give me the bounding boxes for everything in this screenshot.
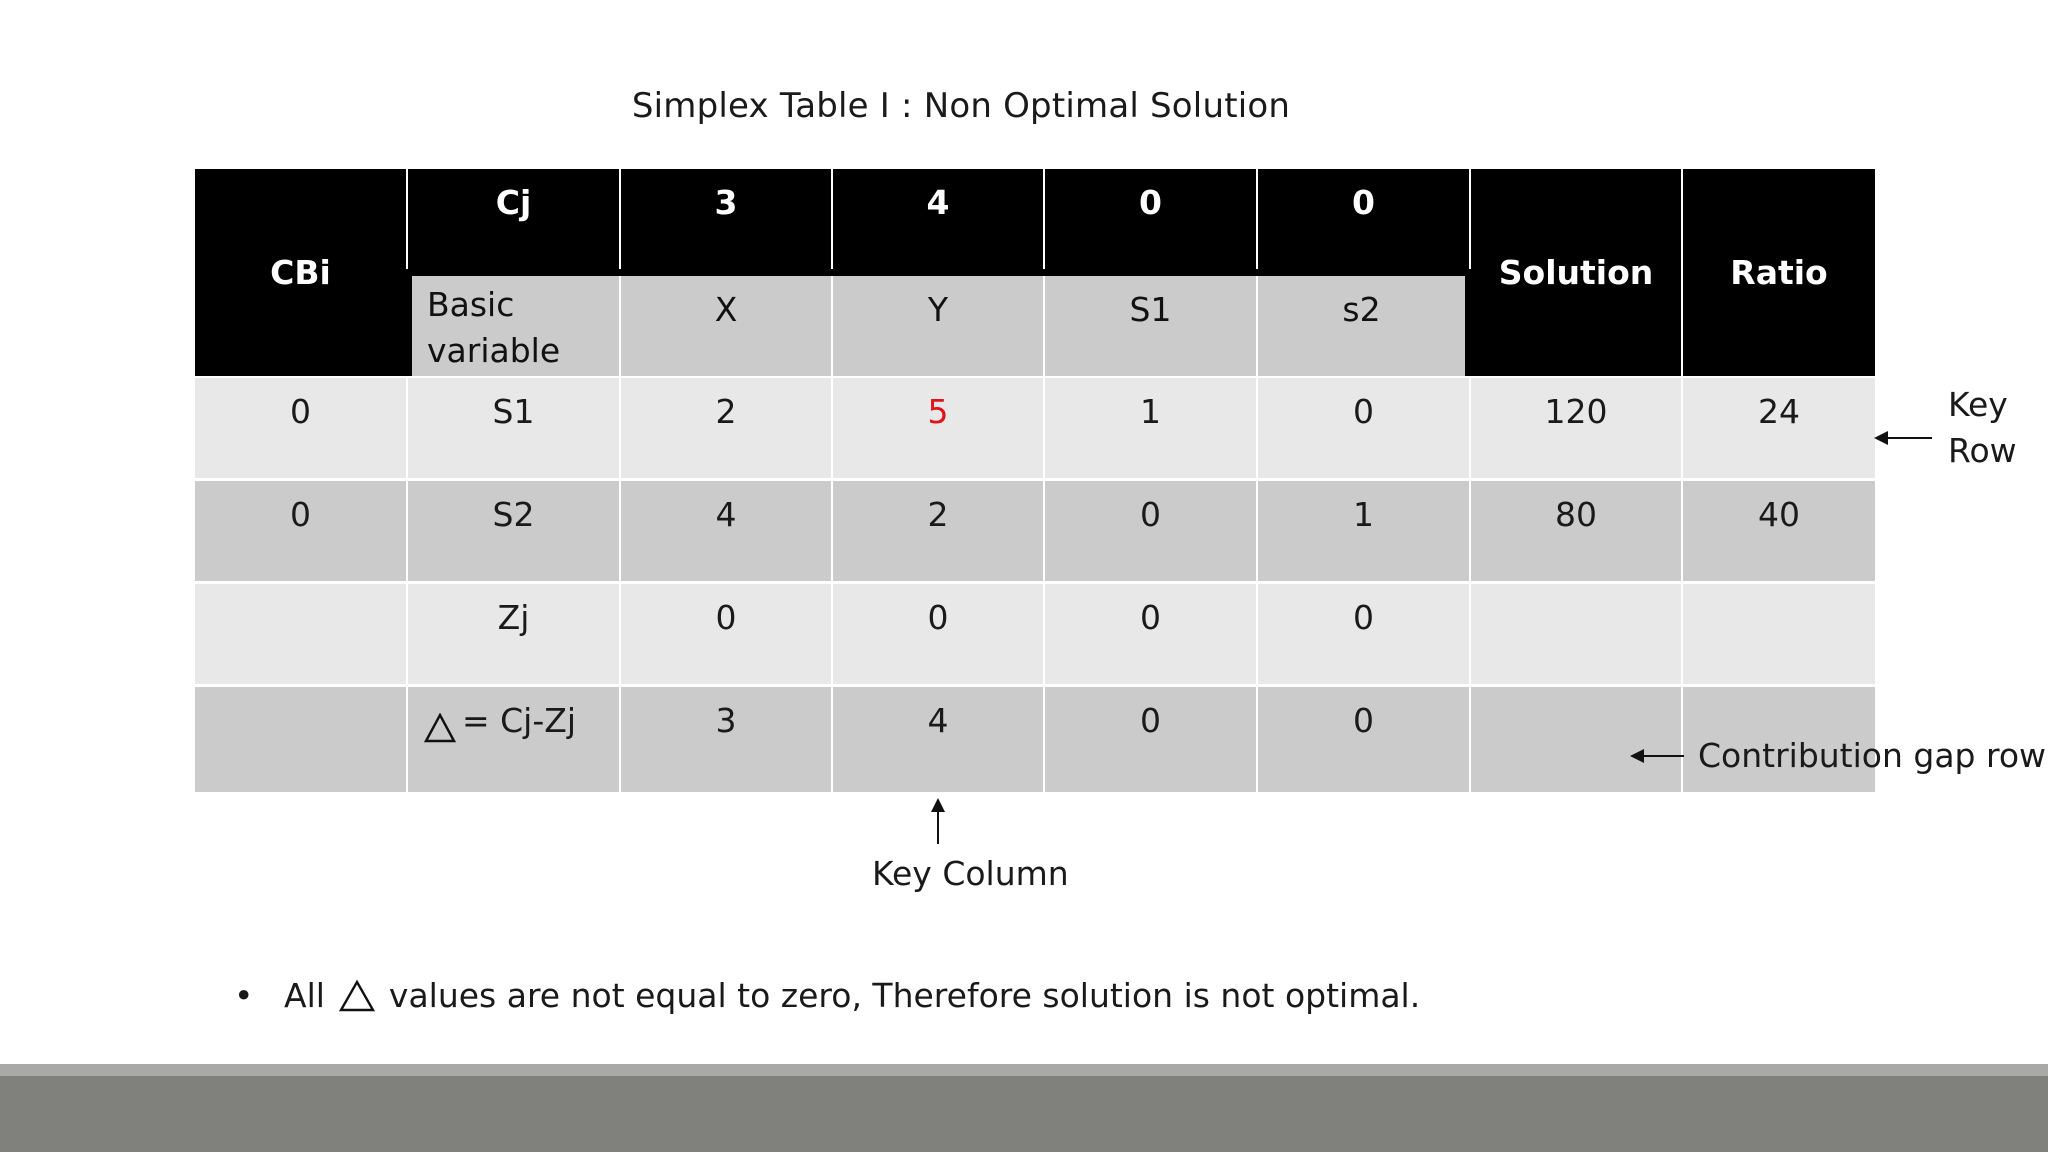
- bullet-prefix: All: [284, 976, 325, 1015]
- row4-x: 3: [621, 687, 831, 792]
- row4-s1: 0: [1045, 687, 1256, 792]
- row4-s2: 0: [1258, 687, 1469, 792]
- row2-s1: 0: [1045, 481, 1256, 581]
- row3-basic: Zj: [408, 584, 619, 684]
- slide-title: Simplex Table I : Non Optimal Solution: [631, 86, 1291, 126]
- row3-s2: 0: [1258, 584, 1469, 684]
- row4-solution: [1471, 687, 1681, 792]
- bullet-text: [284, 976, 1420, 1015]
- row1-s2: 0: [1258, 378, 1469, 478]
- row3-cbi: [195, 584, 406, 684]
- key-column-label: Key Column: [872, 854, 1069, 893]
- row3-s1: 0: [1045, 584, 1256, 684]
- row1-ratio: 24: [1683, 378, 1875, 478]
- header-ratio: Ratio: [1683, 169, 1875, 376]
- delta-icon: [339, 979, 375, 1013]
- footer-bar: [0, 1076, 2048, 1152]
- row2-y: 2: [833, 481, 1043, 581]
- header-var-s1: S1: [1045, 276, 1256, 376]
- contribution-gap-label: Contribution gap row: [1698, 736, 2047, 775]
- header-basic-variable: Basic variable: [412, 276, 619, 376]
- row2-solution: 80: [1471, 481, 1681, 581]
- row2-ratio: 40: [1683, 481, 1875, 581]
- row3-solution: [1471, 584, 1681, 684]
- row4-cbi: [195, 687, 406, 792]
- subheader-frame-top: [406, 269, 1471, 276]
- header-cbi: CBi: [195, 169, 406, 376]
- delta-icon: [424, 713, 456, 743]
- header-var-x: X: [621, 276, 831, 376]
- row1-basic: S1: [408, 378, 619, 478]
- row1-solution: 120: [1471, 378, 1681, 478]
- header-var-s2: s2: [1258, 276, 1465, 376]
- footer-accent-bar: [0, 1064, 2048, 1076]
- header-var-y: Y: [833, 276, 1043, 376]
- row1-x: 2: [621, 378, 831, 478]
- header-cj-y: 4: [833, 169, 1043, 269]
- row3-ratio: [1683, 584, 1875, 684]
- delta-label: = Cj-Zj: [462, 701, 577, 740]
- header-cj-s2: 0: [1258, 169, 1469, 269]
- row2-basic: S2: [408, 481, 619, 581]
- header-cj-s1: 0: [1045, 169, 1256, 269]
- row3-y: 0: [833, 584, 1043, 684]
- subheader-frame-right: [1465, 269, 1471, 376]
- row1-cbi: 0: [195, 378, 406, 478]
- row2-s2: 1: [1258, 481, 1469, 581]
- row1-y-pivot: 5: [833, 378, 1043, 478]
- row3-x: 0: [621, 584, 831, 684]
- row4-y: 4: [833, 687, 1043, 792]
- bullet-marker: •: [234, 976, 254, 1015]
- key-column-arrow-icon: [926, 796, 950, 846]
- header-solution: Solution: [1471, 169, 1681, 376]
- row2-cbi: 0: [195, 481, 406, 581]
- contribution-arrow-icon: [1628, 744, 1686, 768]
- row1-s1: 1: [1045, 378, 1256, 478]
- header-cj-x: 3: [621, 169, 831, 269]
- row4-basic: [408, 687, 619, 792]
- row2-x: 4: [621, 481, 831, 581]
- key-row-label: Key Row: [1948, 385, 2017, 470]
- key-row-arrow-icon: [1872, 426, 1934, 450]
- header-cj: Cj: [408, 169, 619, 269]
- bullet-suffix: values are not equal to zero, Therefore solution is not optimal.: [388, 976, 1421, 1015]
